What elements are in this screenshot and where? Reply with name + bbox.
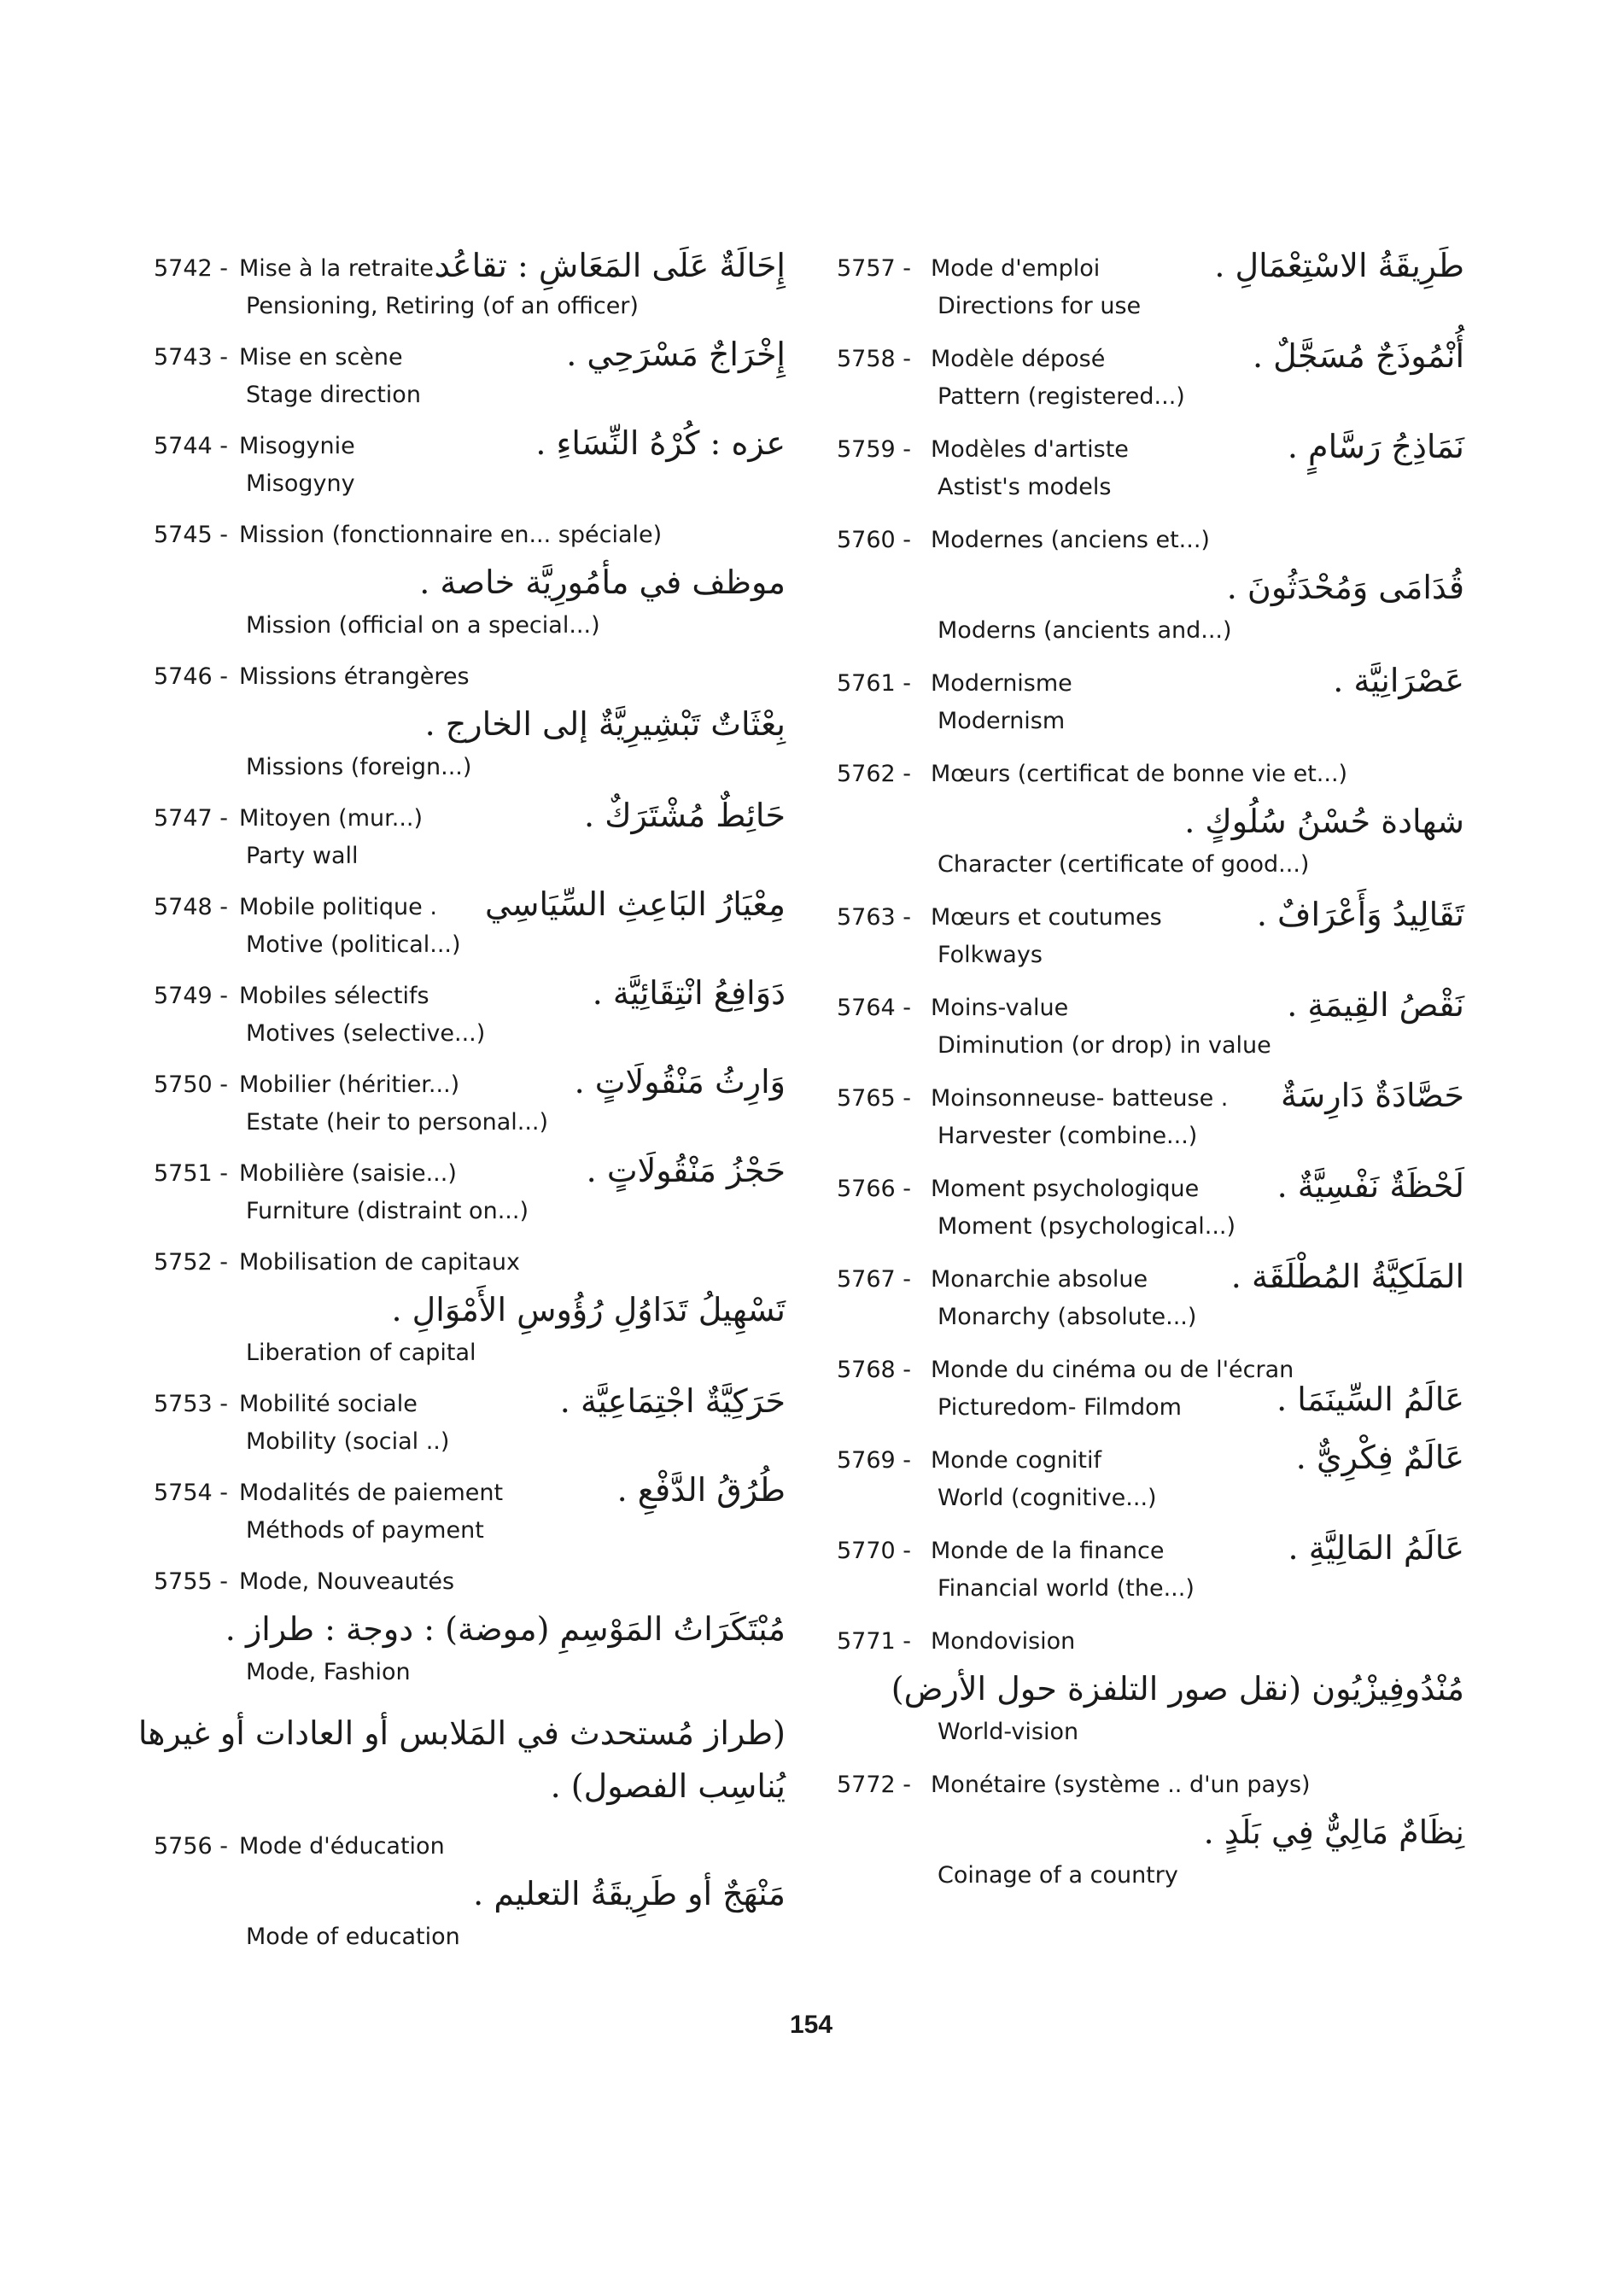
english-term: Folkways <box>938 942 1043 968</box>
dictionary-entry <box>154 336 786 412</box>
english-term: World (cognitive...) <box>938 1485 1157 1511</box>
dictionary-entry <box>154 1246 786 1370</box>
french-term: Modèle déposé <box>931 346 1106 372</box>
french-term: Moinsonneuse- batteuse . <box>931 1085 1229 1112</box>
french-term: Monétaire (système .. d'un pays) <box>931 1772 1311 1798</box>
dictionary-entry <box>154 247 786 324</box>
entry-headline <box>154 247 786 289</box>
arabic-translation: أُنْمُوذَجٌ مُسَجَّلٌ . <box>1253 337 1464 375</box>
french-term: Mobile politique . <box>239 894 437 920</box>
arabic-translation: موظف في مأمُورِيَّة خاصة . <box>419 563 786 601</box>
french-term: Mondovision <box>931 1628 1076 1655</box>
arabic-translation: عزه : كُرْهُ النِّسَاءِ . <box>535 424 786 462</box>
arabic-translation: مُنْدُوفِيزْيُون (نقل صور التلفزة حول الأرض) <box>891 1670 1464 1708</box>
entry-number: 5753 - <box>154 1391 229 1417</box>
entry-headline <box>837 247 1464 289</box>
french-term: Modernes (anciens et...) <box>931 527 1210 553</box>
english-term: Coinage of a country <box>938 1862 1178 1889</box>
entry-number: 5769 - <box>837 1447 912 1474</box>
entry-headline <box>154 885 786 928</box>
entry-number: 5758 - <box>837 346 912 372</box>
dictionary-entry <box>837 1529 1464 1606</box>
entry-headline <box>837 1258 1464 1300</box>
dictionary-entry <box>837 337 1464 414</box>
english-term: World-vision <box>938 1719 1079 1745</box>
entry-number: 5759 - <box>837 436 912 463</box>
dictionary-entry <box>837 1353 1464 1425</box>
entry-number: 5770 - <box>837 1538 912 1564</box>
dictionary-entry <box>837 247 1464 324</box>
english-term-text: Picturedom- Filmdom <box>938 1394 1182 1421</box>
entry-headline <box>837 1768 1464 1806</box>
entry-number: 5768 - <box>837 1357 912 1383</box>
dictionary-entry <box>154 1152 786 1229</box>
english-term: Character (certificate of good...) <box>938 851 1310 878</box>
entry-number: 5745 - <box>154 522 229 548</box>
entry-number: 5742 - <box>154 255 229 282</box>
french-term: Mode d'éducation <box>239 1833 445 1860</box>
english-term: Modernism <box>938 708 1066 734</box>
arabic-translation: تَسْهِيلُ تَدَاوُلِ رُؤُوسِ الأَمْوَالِ . <box>391 1291 786 1328</box>
entry-number: 5757 - <box>837 255 912 282</box>
entry-headline <box>154 518 786 556</box>
dictionary-entry <box>837 662 1464 739</box>
entry-number: 5751 - <box>154 1160 229 1187</box>
entry-number: 5752 - <box>154 1249 229 1276</box>
entry-number: 5744 - <box>154 433 229 459</box>
dictionary-entry <box>837 1077 1464 1153</box>
entry-number: 5762 - <box>837 761 912 787</box>
dictionary-entry <box>837 1439 1464 1515</box>
french-term: Mœurs (certificat de bonne vie et...) <box>931 761 1348 787</box>
french-term: Mobiles sélectifs <box>239 983 429 1009</box>
arabic-translation: حَائِطٌ مُشْتَرَكٌ . <box>584 797 786 834</box>
dictionary-entry <box>154 974 786 1051</box>
arabic-translation: طُرُقُ الدَّفْعِ . <box>616 1471 786 1509</box>
arabic-translation: إِخْرَاجٌ مَسْرَحِي . <box>566 336 786 373</box>
dictionary-entry <box>837 1768 1464 1893</box>
left-column <box>137 247 786 1971</box>
entry-number: 5746 - <box>154 663 229 690</box>
entry-headline <box>154 1063 786 1106</box>
entry-headline <box>837 662 1464 704</box>
english-term: Financial world (the...) <box>938 1575 1195 1602</box>
english-term: Astist's models <box>938 474 1112 500</box>
english-term: Directions for use <box>938 293 1142 319</box>
entry-headline <box>154 797 786 839</box>
french-term: Moment psychologique <box>931 1176 1200 1202</box>
arabic-translation: مُبْتَكَرَاتُ المَوْسِمِ (موضة) : دوجة : طراز . <box>225 1610 786 1648</box>
arabic-translation: بِعْثَاتٌ تَبْشِيرِيَّةٌ إلى الخارج . <box>424 705 786 743</box>
french-term: Mode, Nouveautés <box>239 1568 455 1595</box>
dictionary-entry <box>154 1565 786 1690</box>
arabic-translation: حَصَّادَةٌ دَارِسَةٌ <box>1281 1077 1464 1114</box>
french-term: Monarchie absolue <box>931 1266 1148 1293</box>
entry-number: 5765 - <box>837 1085 912 1112</box>
entry-number: 5760 - <box>837 527 912 553</box>
dictionary-entry <box>154 1830 786 1954</box>
arabic-translation: مِعْيَارُ البَاعِثِ السِّيَاسِي <box>484 885 786 923</box>
french-term: Monde cognitif <box>931 1447 1101 1474</box>
french-term: Mission (fonctionnaire en... spéciale) <box>239 522 663 548</box>
entry-number: 5771 - <box>837 1628 912 1655</box>
english-term: Liberation of capital <box>246 1340 476 1366</box>
dictionary-entry <box>837 428 1464 505</box>
dictionary-entry <box>837 523 1464 648</box>
entry-number: 5743 - <box>154 344 229 371</box>
french-term: Moins-value <box>931 995 1069 1021</box>
french-term: Mise à la retraite. <box>239 255 441 282</box>
dictionary-entry <box>154 424 786 501</box>
entry-number: 5764 - <box>837 995 912 1021</box>
english-term: Monarchy (absolute...) <box>938 1304 1197 1330</box>
arabic-translation: حَرَكِيَّةٌ اجْتِمَاعِيَّة . <box>559 1382 786 1420</box>
dictionary-entry <box>154 1382 786 1459</box>
english-term: Moment (psychological...) <box>938 1213 1236 1240</box>
entry-headline <box>837 1439 1464 1481</box>
arabic-translation: نَقْصُ القِيمَةِ . <box>1287 986 1464 1024</box>
arabic-translation: قُدَامَى وَمُحْدَثُونَ . <box>1226 569 1464 606</box>
arabic-translation: نَمَاذِجُ رَسَّامٍ . <box>1287 428 1464 465</box>
english-term: Mission (official on a special...) <box>246 612 600 639</box>
dictionary-entry <box>154 1471 786 1548</box>
english-term: Mode of education <box>246 1924 460 1950</box>
french-term: Mobilière (saisie...) <box>239 1160 457 1187</box>
entry-number: 5772 - <box>837 1772 912 1798</box>
entry-headline <box>837 1625 1464 1662</box>
entry-headline <box>154 336 786 378</box>
arabic-translation: يُناسِب الفصول) . <box>550 1767 786 1805</box>
entry-headline <box>154 424 786 467</box>
arabic-translation: وَارِثُ مَنْقُولَاتٍ . <box>574 1063 786 1101</box>
dictionary-entry <box>837 1167 1464 1244</box>
english-term: Mode, Fashion <box>246 1659 411 1685</box>
arabic-translation: حَجْزُ مَنْقُولَاتٍ . <box>586 1152 786 1189</box>
entry-headline <box>154 1471 786 1514</box>
french-term: Modernisme <box>931 670 1072 697</box>
english-term: Mobility (social ..) <box>246 1428 450 1455</box>
english-term: Motive (political...) <box>246 931 461 958</box>
entry-headline <box>837 1529 1464 1572</box>
english-term: Méthods of payment <box>246 1517 484 1544</box>
english-term: Diminution (or drop) in value <box>938 1032 1271 1059</box>
entry-number: 5749 - <box>154 983 229 1009</box>
entry-number: 5755 - <box>154 1568 229 1595</box>
entry-number: 5767 - <box>837 1266 912 1293</box>
arabic-translation: (طراز مُستحدث في المَلابس أو العادات أو غيرها <box>137 1714 786 1752</box>
english-term: Party wall <box>246 843 359 869</box>
english-term <box>938 1381 1464 1425</box>
entry-headline <box>837 757 1464 795</box>
entry-headline <box>154 660 786 698</box>
dictionary-entry <box>137 1707 786 1813</box>
arabic-translation: عَصْرَانِيَّة . <box>1333 662 1464 699</box>
entry-number: 5756 - <box>154 1833 229 1860</box>
english-term: Furniture (distraint on...) <box>246 1198 529 1224</box>
dictionary-entry <box>154 518 786 643</box>
french-term: Modalités de paiement <box>239 1480 504 1506</box>
entry-number: 5748 - <box>154 894 229 920</box>
entry-number: 5761 - <box>837 670 912 697</box>
arabic-translation: عَالَمُ المَالِيَّةِ . <box>1288 1529 1464 1567</box>
entry-number: 5763 - <box>837 904 912 931</box>
entry-number: 5747 - <box>154 805 229 832</box>
french-term: Mœurs et coutumes <box>931 904 1162 931</box>
french-term: Mobilisation de capitaux <box>239 1249 520 1276</box>
french-term: Monde de la finance <box>931 1538 1165 1564</box>
arabic-translation: دَوَافِعُ انْتِقَائِيَّة . <box>592 974 786 1012</box>
arabic-translation: نِظَامٌ مَالِيٌّ فِي بَلَدٍ . <box>1203 1813 1464 1851</box>
english-term: Stage direction <box>246 382 421 408</box>
entry-headline <box>837 428 1464 470</box>
dictionary-entry <box>837 1625 1464 1749</box>
entry-number: 5754 - <box>154 1480 229 1506</box>
french-term: Mitoyen (mur...) <box>239 805 424 832</box>
dictionary-entry <box>837 757 1464 882</box>
entry-headline <box>154 1382 786 1425</box>
entry-headline <box>837 337 1464 380</box>
entry-headline <box>154 1246 786 1283</box>
entry-headline <box>837 1077 1464 1119</box>
french-term: Mobilier (héritier...) <box>239 1071 460 1098</box>
dictionary-entry <box>154 797 786 873</box>
arabic-translation: لَحْظَةٌ نَفْسِيَّةٌ . <box>1276 1167 1464 1205</box>
english-term: Motives (selective...) <box>246 1020 486 1047</box>
entry-headline <box>837 986 1464 1029</box>
dictionary-entry <box>154 1063 786 1140</box>
entry-headline <box>154 1830 786 1867</box>
english-term: Misogyny <box>246 470 355 497</box>
french-term: Modèles d'artiste <box>931 436 1129 463</box>
english-term: Estate (heir to personal...) <box>246 1109 549 1136</box>
english-term: Pensioning, Retiring (of an officer) <box>246 293 639 319</box>
french-term: Mode d'emploi <box>931 255 1101 282</box>
french-term: Mise en scène <box>239 344 403 371</box>
arabic-translation: عَالَمُ السِّينَمَا . <box>1276 1381 1464 1418</box>
entry-number: 5766 - <box>837 1176 912 1202</box>
english-term: Pattern (registered...) <box>938 383 1185 410</box>
dictionary-entry <box>154 885 786 962</box>
dictionary-entry <box>837 986 1464 1063</box>
french-term: Mobilité sociale <box>239 1391 418 1417</box>
entry-headline <box>837 896 1464 938</box>
right-column <box>837 247 1464 1912</box>
arabic-translation: المَلَكِيَّةُ المُطْلَقَة . <box>1230 1258 1464 1295</box>
english-term: Moderns (ancients and...) <box>938 617 1232 644</box>
dictionary-entry <box>837 896 1464 972</box>
entry-number: 5750 - <box>154 1071 229 1098</box>
entry-headline <box>154 1152 786 1194</box>
french-term: Missions étrangères <box>239 663 470 690</box>
entry-headline <box>837 1167 1464 1210</box>
arabic-translation: شهادة حُسْنُ سُلُوكٍ . <box>1184 803 1464 840</box>
dictionary-entry <box>154 660 786 785</box>
arabic-translation: عَالَمٌ فِكْرِيٌّ . <box>1295 1439 1464 1476</box>
entry-headline <box>837 523 1464 561</box>
french-term: Misogynie <box>239 433 355 459</box>
arabic-translation: مَنْهَجٌ أو طَرِيقَةُ التعليم . <box>473 1875 786 1912</box>
arabic-translation: تَقَالِيدُ وَأَعْرَافٌ . <box>1256 896 1464 933</box>
french-term: Monde du cinéma ou de l'écran <box>931 1357 1294 1383</box>
arabic-translation: طَرِيقَةُ الاسْتِعْمَالِ . <box>1214 247 1464 284</box>
dictionary-entry <box>837 1258 1464 1334</box>
arabic-translation: إِحَالَةٌ عَلَى المَعَاشِ : تقاعُد <box>435 247 786 284</box>
english-term: Harvester (combine...) <box>938 1123 1198 1149</box>
english-term: Missions (foreign...) <box>246 754 472 780</box>
entry-headline <box>154 974 786 1017</box>
page-number: 154 <box>789 2011 833 2039</box>
entry-headline <box>154 1565 786 1603</box>
